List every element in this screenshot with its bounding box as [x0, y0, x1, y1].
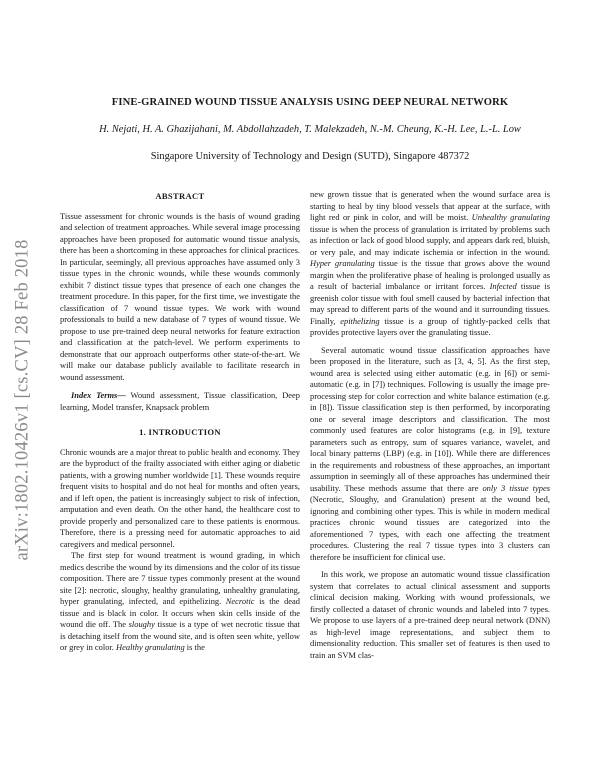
arxiv-identifier: arXiv:1802.10426v1 [cs.CV] 28 Feb 2018	[12, 239, 33, 561]
index-terms-list: Wound assessment, Tissue classification, Deep learning, Model transfer, Knapsack problem	[60, 390, 300, 412]
introduction-heading: 1. INTRODUCTION	[139, 427, 221, 437]
intro-paragraph-4: In this work, we propose an automatic wound tissue classification system that correlates to actual clinical assessment and supports clinical decision making. Working with wound professionals, we firstly collected a dataset of chronic wounds and labeled into 7 types. We propose to use layers of a pre-trained deep neural network (DNN) as high-level image representations, and subject them to dimensionality reduction. This smaller set of features is then used to train an SVM clas-	[310, 569, 550, 660]
intro-paragraph-1: Chronic wounds are a major threat to public health and economy. They are the byproduct of the frailty associated with either aging or diabetic patients, with a growing number worldwide [1]. These wounds require frequent visits to hospital and do not heal for months and often years, and if left open, the patient is increasingly subject to risk of infection, amputation and even death. On the other hand, the healthcare cost to provide properly and personalized care to these patients is enormous. Therefore, there is a pressing need for automatic approaches to aid caregivers and medical personnel.	[60, 446, 300, 549]
index-terms	[60, 390, 300, 413]
author-list: H. Nejati, H. A. Ghazijahani, M. Abdollahzadeh, T. Malekzadeh, N.-M. Cheung, K.-H. Lee, L.-L. Low	[99, 124, 521, 135]
intro-paragraph-2-cont: new grown tissue that is generated when the wound surface area is starting to heal by tiny blood vessels that appear at the surface, with light red or pink in color, and will be moist. Unhealthy granulating tissue is when the process of granulation is irritated by problems such as infection or lack of good blood supply, and appears dark red, bluish, or very pale, and may indicate ischemia or infection in the wound. Hyper granulating tissue is the tissue that grows above the wound margin when the proliferative phase of healing is prolonged usually as a result of bacterial imbalance or irritant forces. Infected tissue is greenish color tissue with foul smell caused by bacterial infection that may spread to different parts of the wound and it surrounding tissues. Finally, epithelizing tissue is a group of tightly-packed cells that provides protective layers over the granulating tissue.	[310, 189, 551, 337]
abstract-heading: ABSTRACT	[155, 191, 205, 201]
right-column	[310, 189, 550, 661]
affiliation: Singapore University of Technology and Design (SUTD), Singapore 487372	[150, 151, 470, 162]
intro-paragraph-3: Several automatic wound tissue classification approaches have been proposed in the literature, such as [3, 4, 5]. As the first step, wound area is selected using either automatic (e.g. in [6]) or semi-automatic (e.g. in [7]) techniques. Following is usually the image pre-processing step for color correction and white balance estimation (e.g. in [8]). Tissue classification step is then performed, by incorporating one or several image descriptors and classification. The most commonly used features are color histograms (e.g. in [9], texture parameters such as entropy, sum of squares variance, wavelet, and local binary patterns (LBP) (e.g. in [10]). While there are differences in the requirements and robustness of these approaches, an important assumption in seemingly all of these approaches has undermined their usability. These methods assume that there are only 3 tissue types (Necrotic, Sloughy, and Granulation) present at the wound bed, ignoring and combining other types. This is while in modern medical practices chronic wound tissues are categorized into the aforementioned 7 types, with each one affecting the treatment procedures. Clustering the real 7 tissue types into 3 clusters can therefore be insufficient for clinical use.	[310, 344, 550, 562]
left-column	[60, 191, 300, 654]
index-terms-label: Index Terms—	[71, 390, 126, 400]
intro-paragraph-2: The first step for wound treatment is wound grading, in which medics describe the wound by its dimensions and the color of its tissue composition. There are 7 tissue types commonly present at the wound site [2]: necrotic, sloughy, healthy granulating, unhealthy granulating, hyper granulating, infected, and epithelizing. Necrotic is the dead tissue and is black in color. It occurs when skin cells inside of the wound die off. The sloughy tissue is a type of wet necrotic tissue that is detaching itself from the wound site, and is often seen white, yellow or grey in color. Healthy granulating is the	[60, 550, 300, 652]
paper-title: FINE-GRAINED WOUND TISSUE ANALYSIS USING DEEP NEURAL NETWORK	[111, 97, 509, 108]
abstract-text: Tissue assessment for chronic wounds is the basis of wound grading and selection of treatment approaches. While several image processing approaches have been proposed for automatic wound tissue analysis, there has been a shortcoming in these approaches for clinical practices. In particular, seemingly, all previous approaches have assumed only 3 tissue types in the chronic wounds, while these wounds commonly exhibit 7 distinct tissue types that presence of each one changes the treatment procedure. In this paper, for the first time, we investigate the classification of 7 wound tissue types. We work with wound professionals to build a new database of 7 types of wound tissue. We propose to use pre-trained deep neural networks for feature extraction and classification at the patch-level. We perform experiments to demonstrate that our approach outperforms other state-of-the-art. We will make our database publicly available to facilitate research in wound assessment.	[60, 210, 300, 382]
arxiv-side-stamp	[8, 200, 38, 600]
